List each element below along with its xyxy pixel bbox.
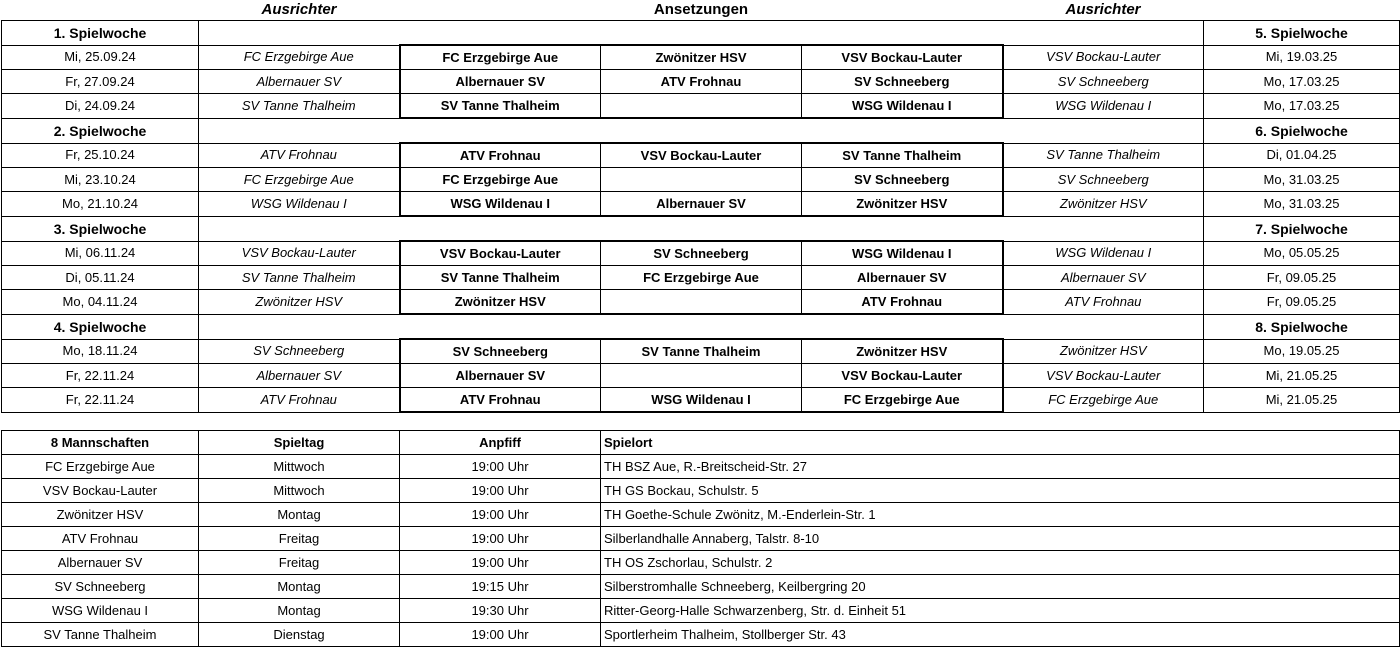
week-header-blank	[400, 216, 601, 241]
second-round-host: WSG Wildenau I	[1003, 94, 1204, 119]
week-header-blank	[1003, 314, 1204, 339]
first-round-host: Albernauer SV	[199, 364, 400, 388]
first-round-date: Mi, 23.10.24	[2, 168, 199, 192]
team-row	[2, 527, 1400, 551]
teams-header-venue: Spielort	[601, 431, 1400, 455]
second-round-date: Mi, 21.05.25	[1204, 388, 1400, 413]
match-row	[2, 94, 1400, 119]
first-round-host: FC Erzgebirge Aue	[199, 168, 400, 192]
week-header-blank	[601, 118, 802, 143]
match-row	[2, 143, 1400, 168]
fixture-team-c: Zwönitzer HSV	[802, 192, 1003, 217]
second-round-host: ATV Frohnau	[1003, 290, 1204, 315]
fixture-team-a: Zwönitzer HSV	[400, 290, 601, 315]
fixture-team-b	[601, 94, 802, 119]
fixture-team-c: SV Schneeberg	[802, 70, 1003, 94]
team-name: WSG Wildenau I	[2, 599, 199, 623]
first-round-date: Di, 24.09.24	[2, 94, 199, 119]
fixture-team-b: VSV Bockau-Lauter	[601, 143, 802, 168]
first-round-host: SV Tanne Thalheim	[199, 266, 400, 290]
team-match-day: Dienstag	[199, 623, 400, 647]
fixture-team-b: SV Tanne Thalheim	[601, 339, 802, 364]
second-round-host: VSV Bockau-Lauter	[1003, 364, 1204, 388]
schedule-table	[1, 0, 1400, 413]
team-name: Albernauer SV	[2, 551, 199, 575]
week-header-blank	[601, 216, 802, 241]
team-venue: Sportlerheim Thalheim, Stollberger Str. 43	[601, 623, 1400, 647]
host-left-caption: Ausrichter	[261, 1, 337, 18]
team-kickoff: 19:15 Uhr	[400, 575, 601, 599]
fixture-team-a: ATV Frohnau	[400, 388, 601, 413]
first-round-date: Mo, 04.11.24	[2, 290, 199, 315]
schedule-caption-row	[2, 0, 1400, 21]
match-row	[2, 45, 1400, 70]
fixture-team-b: SV Schneeberg	[601, 241, 802, 266]
teams-header-row	[2, 431, 1400, 455]
first-round-date: Fr, 22.11.24	[2, 364, 199, 388]
fixture-team-c: VSV Bockau-Lauter	[802, 364, 1003, 388]
first-round-date: Mo, 21.10.24	[2, 192, 199, 217]
second-round-date: Fr, 09.05.25	[1204, 266, 1400, 290]
teams-table	[1, 430, 1400, 647]
first-round-host: SV Schneeberg	[199, 339, 400, 364]
second-round-host: WSG Wildenau I	[1003, 241, 1204, 266]
team-venue: Silberstromhalle Schneeberg, Keilbergring 20	[601, 575, 1400, 599]
first-round-host: ATV Frohnau	[199, 388, 400, 413]
fixture-team-c: WSG Wildenau I	[802, 94, 1003, 119]
week-label-right: 5. Spielwoche	[1204, 21, 1400, 46]
match-row	[2, 339, 1400, 364]
team-kickoff: 19:00 Uhr	[400, 527, 601, 551]
team-kickoff: 19:00 Uhr	[400, 479, 601, 503]
week-label-left: 1. Spielwoche	[2, 21, 199, 46]
team-name: FC Erzgebirge Aue	[2, 455, 199, 479]
fixture-team-b: WSG Wildenau I	[601, 388, 802, 413]
week-header-blank	[1003, 21, 1204, 46]
fixture-team-c: Zwönitzer HSV	[802, 339, 1003, 364]
match-row	[2, 192, 1400, 217]
first-round-date: Fr, 22.11.24	[2, 388, 199, 413]
fixture-team-c: VSV Bockau-Lauter	[802, 45, 1003, 70]
first-round-host: VSV Bockau-Lauter	[199, 241, 400, 266]
week-header-blank	[199, 216, 400, 241]
team-match-day: Freitag	[199, 551, 400, 575]
match-row	[2, 388, 1400, 413]
match-row	[2, 241, 1400, 266]
team-venue: TH GS Bockau, Schulstr. 5	[601, 479, 1400, 503]
team-row	[2, 479, 1400, 503]
fixture-team-b	[601, 364, 802, 388]
match-row	[2, 364, 1400, 388]
week-header-blank	[802, 118, 1003, 143]
team-row	[2, 551, 1400, 575]
fixture-team-c: ATV Frohnau	[802, 290, 1003, 315]
second-round-host: Zwönitzer HSV	[1003, 192, 1204, 217]
week-header-blank	[802, 216, 1003, 241]
team-row	[2, 503, 1400, 527]
second-round-date: Mo, 19.05.25	[1204, 339, 1400, 364]
fixture-team-a: SV Tanne Thalheim	[400, 266, 601, 290]
team-venue: TH Goethe-Schule Zwönitz, M.-Enderlein-Str. 1	[601, 503, 1400, 527]
team-match-day: Montag	[199, 599, 400, 623]
team-kickoff: 19:00 Uhr	[400, 503, 601, 527]
fixture-team-b: ATV Frohnau	[601, 70, 802, 94]
first-round-host: WSG Wildenau I	[199, 192, 400, 217]
team-name: SV Schneeberg	[2, 575, 199, 599]
first-round-date: Mi, 25.09.24	[2, 45, 199, 70]
fixture-team-a: SV Tanne Thalheim	[400, 94, 601, 119]
week-label-right: 8. Spielwoche	[1204, 314, 1400, 339]
team-name: VSV Bockau-Lauter	[2, 479, 199, 503]
team-venue: TH BSZ Aue, R.-Breitscheid-Str. 27	[601, 455, 1400, 479]
team-venue: Ritter-Georg-Halle Schwarzenberg, Str. d. Einheit 51	[601, 599, 1400, 623]
week-label-left: 4. Spielwoche	[2, 314, 199, 339]
week-header-blank	[199, 118, 400, 143]
team-match-day: Mittwoch	[199, 479, 400, 503]
team-name: SV Tanne Thalheim	[2, 623, 199, 647]
team-row	[2, 455, 1400, 479]
week-header-row	[2, 21, 1400, 46]
week-header-row	[2, 118, 1400, 143]
week-header-blank	[802, 314, 1003, 339]
second-round-host: Albernauer SV	[1003, 266, 1204, 290]
second-round-host: SV Schneeberg	[1003, 168, 1204, 192]
week-header-row	[2, 314, 1400, 339]
team-row	[2, 599, 1400, 623]
week-header-row	[2, 216, 1400, 241]
second-round-date: Mo, 05.05.25	[1204, 241, 1400, 266]
fixture-team-c: SV Tanne Thalheim	[802, 143, 1003, 168]
fixture-team-a: ATV Frohnau	[400, 143, 601, 168]
team-match-day: Montag	[199, 575, 400, 599]
fixture-team-c: SV Schneeberg	[802, 168, 1003, 192]
teams-header-kickoff: Anpfiff	[400, 431, 601, 455]
team-kickoff: 19:00 Uhr	[400, 551, 601, 575]
team-row	[2, 623, 1400, 647]
fixture-team-b: Zwönitzer HSV	[601, 45, 802, 70]
second-round-host: SV Schneeberg	[1003, 70, 1204, 94]
week-header-blank	[199, 314, 400, 339]
team-row	[2, 575, 1400, 599]
first-round-date: Mi, 06.11.24	[2, 241, 199, 266]
teams-header-team: 8 Mannschaften	[2, 431, 199, 455]
week-header-blank	[400, 118, 601, 143]
fixture-team-c: WSG Wildenau I	[802, 241, 1003, 266]
second-round-date: Mi, 21.05.25	[1204, 364, 1400, 388]
fixture-team-a: Albernauer SV	[400, 70, 601, 94]
team-match-day: Montag	[199, 503, 400, 527]
team-match-day: Mittwoch	[199, 455, 400, 479]
fixtures-caption: Ansetzungen	[653, 1, 749, 18]
team-name: ATV Frohnau	[2, 527, 199, 551]
fixture-team-b	[601, 168, 802, 192]
first-round-host: Albernauer SV	[199, 70, 400, 94]
second-round-date: Di, 01.04.25	[1204, 143, 1400, 168]
host-right-caption: Ausrichter	[1065, 1, 1141, 18]
team-kickoff: 19:00 Uhr	[400, 455, 601, 479]
week-header-blank	[199, 21, 400, 46]
fixture-team-c: Albernauer SV	[802, 266, 1003, 290]
first-round-host: FC Erzgebirge Aue	[199, 45, 400, 70]
match-row	[2, 168, 1400, 192]
match-row	[2, 266, 1400, 290]
week-header-blank	[400, 21, 601, 46]
fixture-team-a: Albernauer SV	[400, 364, 601, 388]
week-header-blank	[601, 21, 802, 46]
second-round-date: Mi, 19.03.25	[1204, 45, 1400, 70]
first-round-date: Mo, 18.11.24	[2, 339, 199, 364]
fixture-team-a: SV Schneeberg	[400, 339, 601, 364]
week-header-blank	[400, 314, 601, 339]
second-round-host: FC Erzgebirge Aue	[1003, 388, 1204, 413]
team-match-day: Freitag	[199, 527, 400, 551]
week-header-blank	[601, 314, 802, 339]
fixture-team-a: FC Erzgebirge Aue	[400, 45, 601, 70]
second-round-date: Mo, 17.03.25	[1204, 94, 1400, 119]
second-round-host: SV Tanne Thalheim	[1003, 143, 1204, 168]
fixture-team-b	[601, 290, 802, 315]
teams-header-day: Spieltag	[199, 431, 400, 455]
second-round-date: Mo, 31.03.25	[1204, 192, 1400, 217]
fixture-team-b: Albernauer SV	[601, 192, 802, 217]
match-row	[2, 290, 1400, 315]
team-venue: TH OS Zschorlau, Schulstr. 2	[601, 551, 1400, 575]
fixture-team-b: FC Erzgebirge Aue	[601, 266, 802, 290]
fixture-team-a: VSV Bockau-Lauter	[400, 241, 601, 266]
second-round-date: Fr, 09.05.25	[1204, 290, 1400, 315]
second-round-date: Mo, 17.03.25	[1204, 70, 1400, 94]
week-header-blank	[1003, 216, 1204, 241]
team-kickoff: 19:30 Uhr	[400, 599, 601, 623]
team-venue: Silberlandhalle Annaberg, Talstr. 8-10	[601, 527, 1400, 551]
team-name: Zwönitzer HSV	[2, 503, 199, 527]
team-kickoff: 19:00 Uhr	[400, 623, 601, 647]
first-round-date: Fr, 25.10.24	[2, 143, 199, 168]
first-round-host: ATV Frohnau	[199, 143, 400, 168]
first-round-host: SV Tanne Thalheim	[199, 94, 400, 119]
fixture-team-a: FC Erzgebirge Aue	[400, 168, 601, 192]
second-round-date: Mo, 31.03.25	[1204, 168, 1400, 192]
second-round-host: Zwönitzer HSV	[1003, 339, 1204, 364]
first-round-date: Di, 05.11.24	[2, 266, 199, 290]
week-header-blank	[1003, 118, 1204, 143]
first-round-date: Fr, 27.09.24	[2, 70, 199, 94]
week-label-left: 3. Spielwoche	[2, 216, 199, 241]
fixture-team-a: WSG Wildenau I	[400, 192, 601, 217]
fixture-team-c: FC Erzgebirge Aue	[802, 388, 1003, 413]
week-header-blank	[802, 21, 1003, 46]
first-round-host: Zwönitzer HSV	[199, 290, 400, 315]
week-label-right: 6. Spielwoche	[1204, 118, 1400, 143]
second-round-host: VSV Bockau-Lauter	[1003, 45, 1204, 70]
match-row	[2, 70, 1400, 94]
week-label-right: 7. Spielwoche	[1204, 216, 1400, 241]
week-label-left: 2. Spielwoche	[2, 118, 199, 143]
